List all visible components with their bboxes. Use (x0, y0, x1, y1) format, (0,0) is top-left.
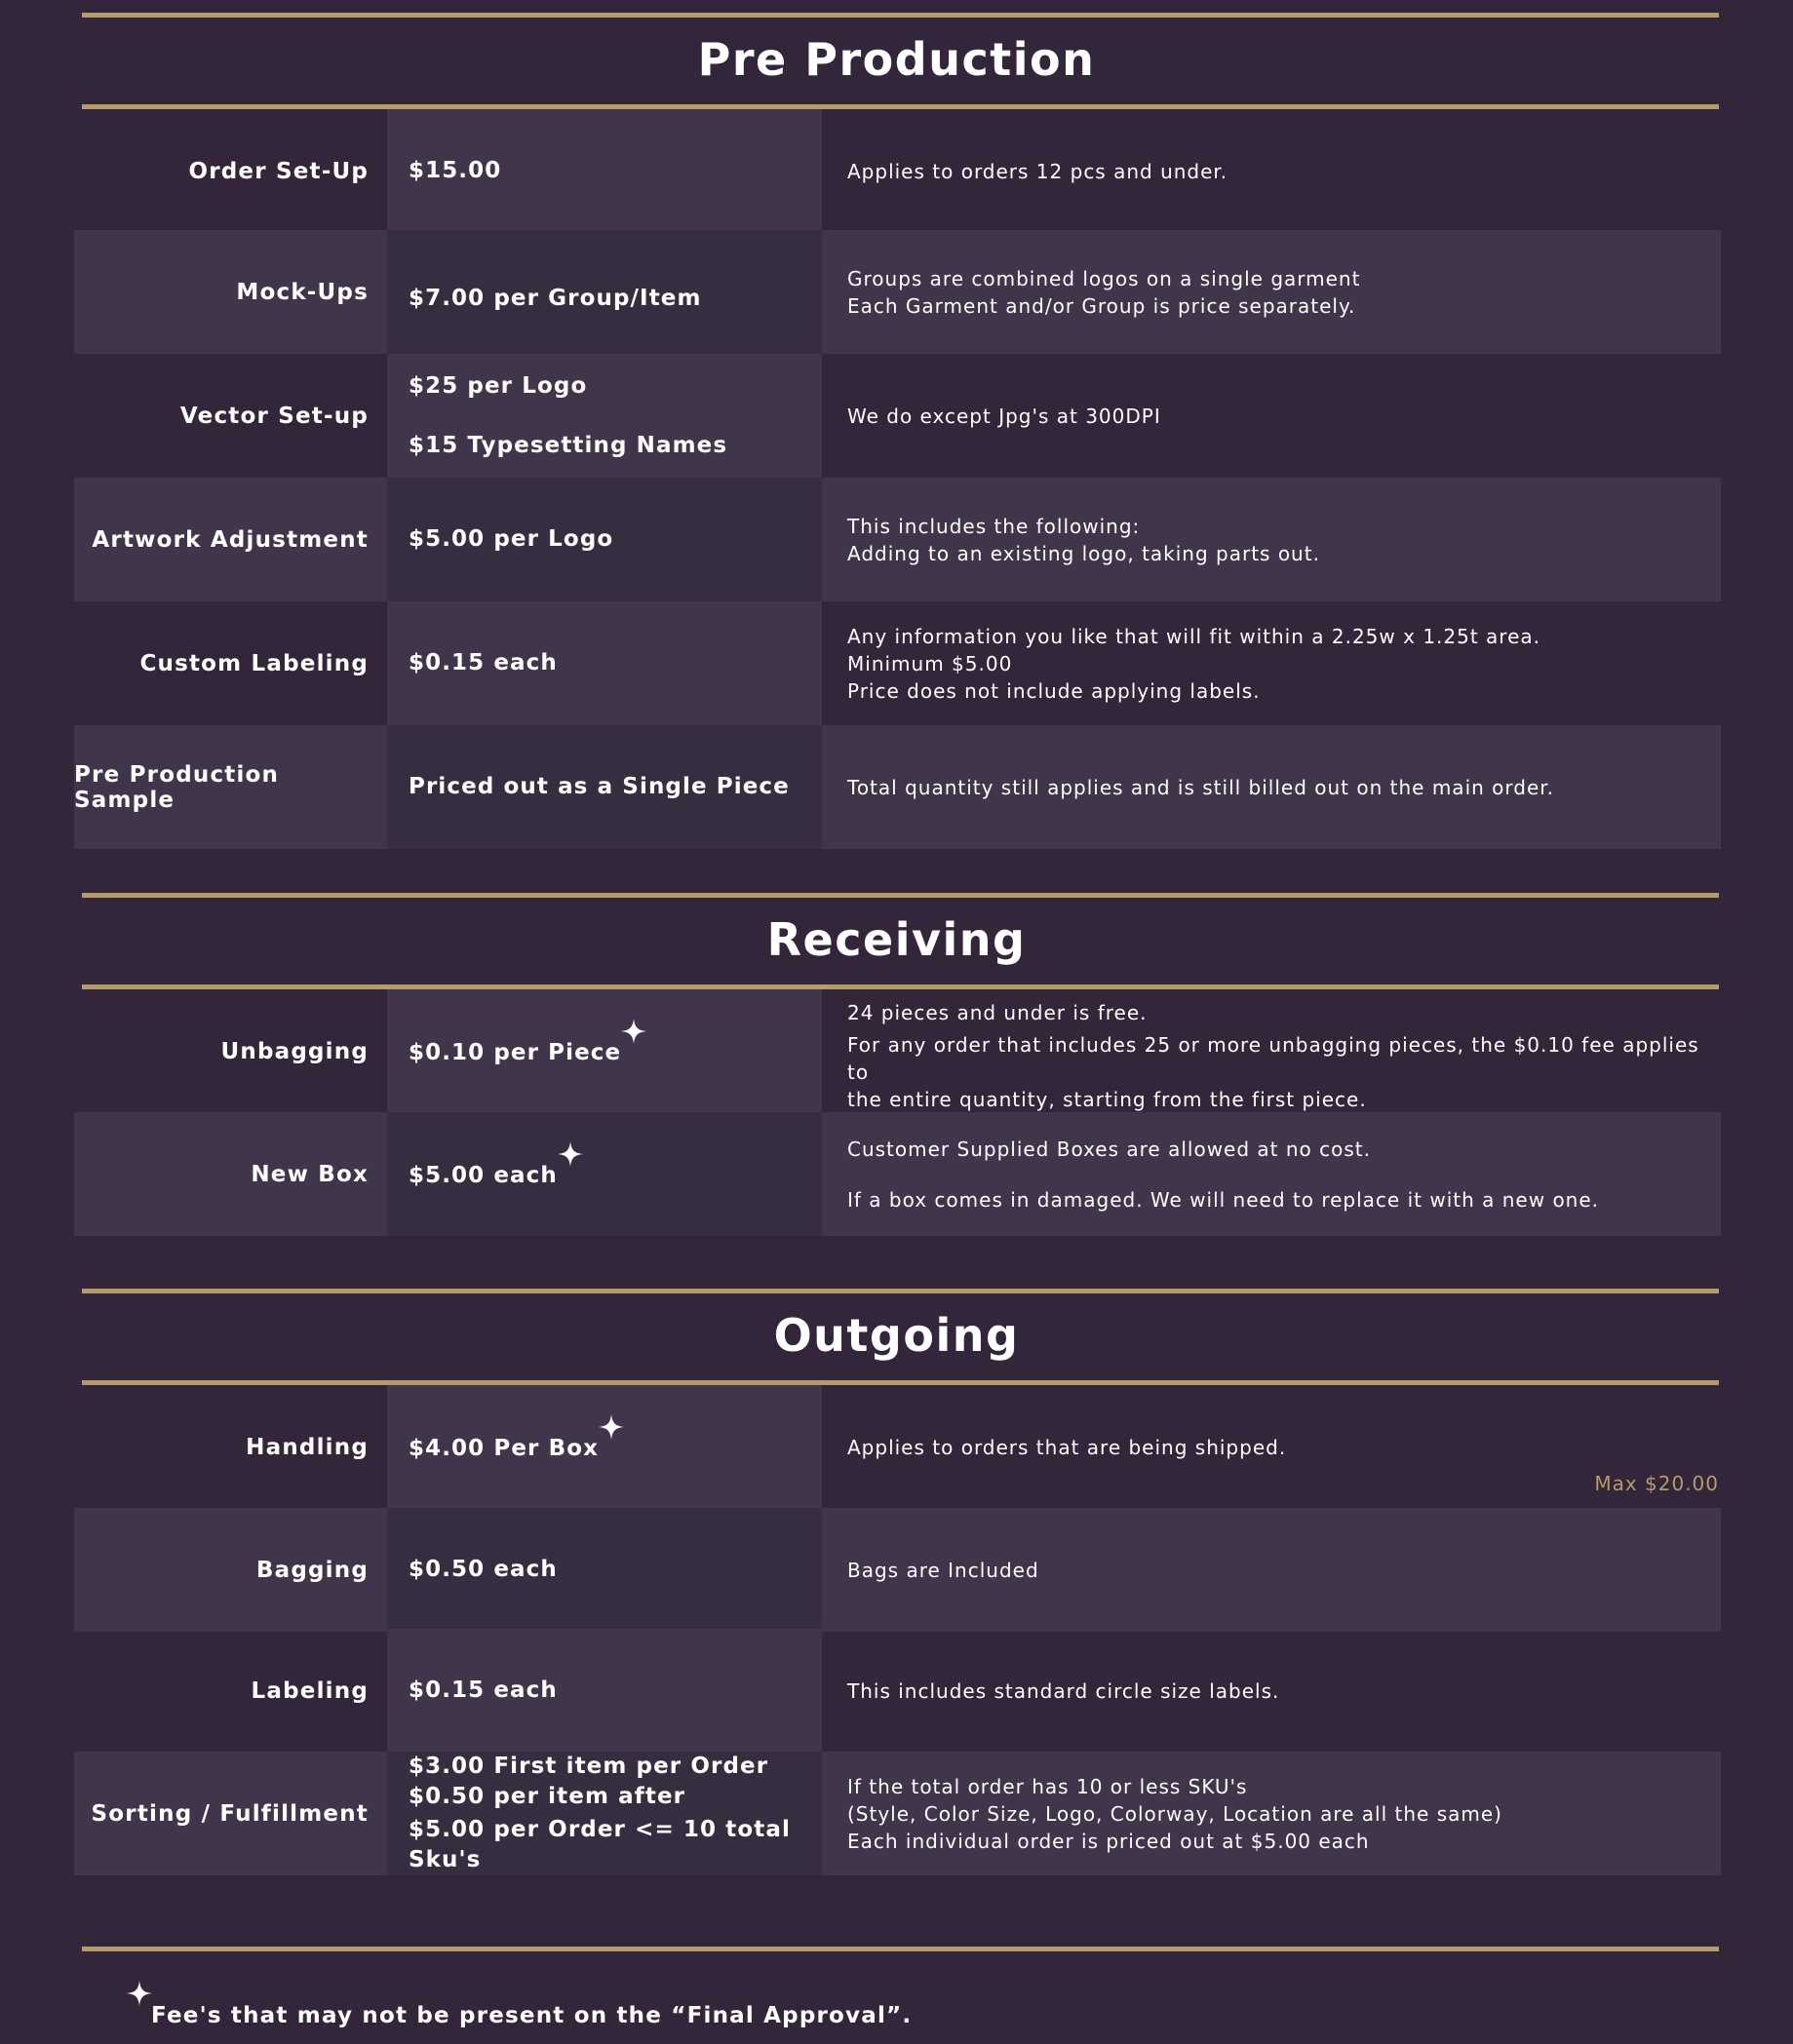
row-price (387, 109, 822, 233)
description-line: If a box comes in damaged. We will need to replace it with a new one. (847, 1187, 1600, 1212)
description-line: Total quantity still applies and is still billed out on the main order. (847, 775, 1555, 799)
table-row-new-box (74, 1112, 1721, 1236)
description-line: Any information you like that will fit within a 2.25w x 1.25t area. (847, 624, 1541, 648)
price-with-star (409, 1430, 822, 1464)
row-price (387, 1629, 822, 1753)
row-price (387, 1385, 822, 1509)
row-description (826, 1112, 1721, 1236)
row-description (826, 1508, 1721, 1632)
section-title-outgoing: Outgoing (773, 1309, 1020, 1362)
table-row-order-setup (74, 109, 1721, 233)
row-description (826, 601, 1721, 725)
row-description (826, 109, 1721, 233)
row-price (387, 725, 822, 849)
table-row-labeling (74, 1629, 1721, 1753)
price-with-star (409, 1034, 822, 1068)
row-label: Vector Set-up (179, 403, 369, 429)
price-line: Priced out as a Single Piece (409, 774, 790, 799)
row-price (387, 1112, 822, 1236)
row-price (387, 230, 822, 354)
description-line: Customer Supplied Boxes are allowed at no cost. (847, 1137, 1371, 1161)
section-rule (82, 1289, 1719, 1293)
row-label: Sorting / Fulfillment (91, 1800, 369, 1827)
price-with-star (409, 1157, 822, 1191)
row-label: Order Set-Up (188, 158, 369, 184)
row-label: Handling (246, 1434, 369, 1460)
description-line: (Style, Color Size, Logo, Colorway, Location are all the same) (847, 1801, 1502, 1826)
row-label: Pre Production Sample (74, 761, 280, 813)
description-line: Applies to orders 12 pcs and under. (847, 159, 1228, 183)
description-line: 24 pieces and under is free. (847, 1001, 1148, 1024)
price-line: $5.00 per Logo (409, 526, 614, 552)
table-row-unbagging (74, 989, 1721, 1113)
price-line: $0.15 each (409, 1678, 558, 1703)
price-line: $5.00 each (409, 1163, 558, 1188)
description-line: Minimum $5.00 (847, 651, 1013, 675)
description-line: Groups are combined logos on a single garment (847, 266, 1361, 290)
price-line: $15.00 (409, 158, 502, 183)
section-rule (82, 13, 1719, 18)
table-row-artwork-adjustment (74, 478, 1721, 601)
price-line: $0.10 per Piece (409, 1040, 622, 1065)
table-row-custom-labeling (74, 601, 1721, 725)
description-line: the entire quantity, starting from the first piece. (847, 1088, 1367, 1111)
sparkle-star-icon (558, 1141, 583, 1167)
row-description (826, 354, 1721, 478)
description-line: Bags are Included (847, 1558, 1039, 1582)
table-row-pre-production-sample (74, 725, 1721, 849)
row-description (826, 230, 1721, 354)
footer-rule (82, 1947, 1719, 1951)
price-line: $25 per Logo (409, 372, 588, 399)
price-line: $0.50 per item after (409, 1784, 686, 1809)
table-row-mock-ups (74, 230, 1721, 354)
section-title-pre-production: Pre Production (697, 33, 1096, 86)
row-price (387, 1752, 822, 1875)
description-line: This includes the following: (847, 514, 1141, 538)
table-row-bagging (74, 1508, 1721, 1632)
description-line: Each Garment and/or Group is price separately. (847, 293, 1356, 318)
row-description (826, 1629, 1721, 1753)
price-line: $0.15 each (409, 650, 558, 675)
description-line: If the total order has 10 or less SKU's (847, 1774, 1248, 1798)
sparkle-star-icon (599, 1414, 624, 1440)
row-price (387, 478, 822, 601)
sparkle-star-icon (127, 1981, 152, 2006)
row-label: Mock-Ups (236, 279, 369, 305)
row-price (387, 601, 822, 725)
row-label: New Box (251, 1161, 369, 1187)
price-line: $0.50 each (409, 1557, 558, 1582)
description-line: Applies to orders that are being shipped. (847, 1435, 1287, 1459)
row-label: Artwork Adjustment (92, 526, 369, 553)
price-line: $5.00 per Order <= 10 total Sku's (409, 1817, 791, 1872)
description-line: Adding to an existing logo, taking parts out. (847, 541, 1320, 565)
description-line: Price does not include applying labels. (847, 678, 1261, 703)
row-price (387, 989, 822, 1113)
row-description (826, 989, 1721, 1113)
row-label: Labeling (251, 1678, 369, 1704)
description-line: Each individual order is priced out at $5.00 each (847, 1829, 1370, 1853)
row-price (387, 1508, 822, 1632)
price-line: $15 Typesetting Names (409, 432, 728, 458)
row-description (826, 478, 1721, 601)
row-label: Unbagging (220, 1038, 369, 1064)
description-line: We do except Jpg's at 300DPI (847, 404, 1161, 428)
max-fee-note: Max $20.00 (1594, 1472, 1719, 1495)
price-line: $7.00 per Group/Item (409, 286, 702, 311)
description-line: For any order that includes 25 or more unbagging pieces, the $0.10 fee applies to (847, 1033, 1699, 1084)
section-title-receiving: Receiving (766, 913, 1027, 966)
row-description (826, 1752, 1721, 1875)
sparkle-star-icon (621, 1019, 646, 1044)
description-line: This includes standard circle size labels. (847, 1678, 1280, 1703)
price-line: $4.00 Per Box (409, 1436, 600, 1461)
row-price (387, 354, 822, 478)
section-rule (82, 893, 1719, 898)
footnote-text: Fee's that may not be present on the “Final Approval”. (151, 2003, 913, 2028)
row-label: Bagging (255, 1557, 369, 1583)
table-row-vector-setup (74, 354, 1721, 478)
table-row-sorting-fulfillment (74, 1752, 1721, 1875)
price-line: $3.00 First item per Order (409, 1754, 769, 1779)
row-label: Custom Labeling (139, 650, 369, 676)
row-description (826, 725, 1721, 849)
